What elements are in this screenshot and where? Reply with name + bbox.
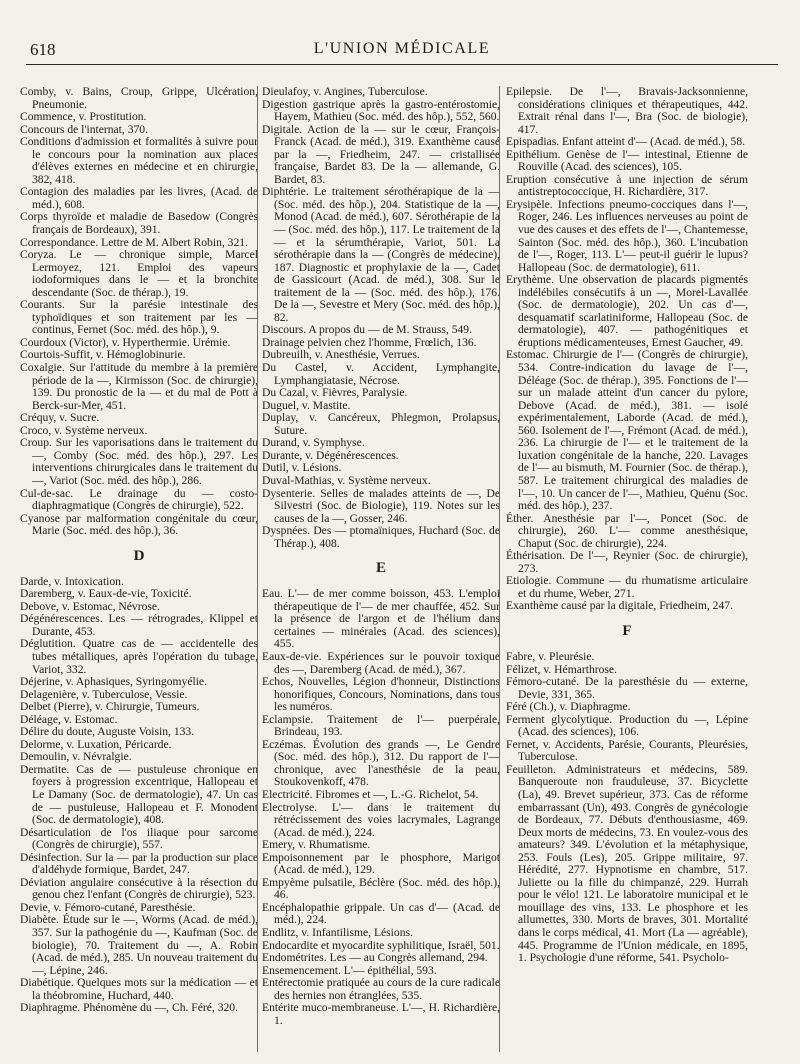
index-entry: Délire du doute, Auguste Voisin, 133. (20, 725, 195, 739)
index-entry: Epispadias. Enfant atteint d'— (Acad. de méd.), 58. (506, 135, 746, 149)
index-entry: Dubreuilh, v. Anesthésie, Verrues. (262, 348, 420, 362)
index-entry: Dermatite. Cas de — pustuleuse chronique en foyers à progression excentrique, Hallopeau et Le Damany (Soc. de dermatologie), 47. Un cas de — pustuleuse, Hallopeau et F. Monodent (Soc. de dermatologie), 408. (20, 762, 258, 827)
index-entry: Duval-Mathias, v. Système nerveux. (262, 473, 431, 487)
index-entry: Eclampsie. Traitement de l'— puerpérale, Brindeau, 193. (262, 712, 500, 739)
index-entry: Delagenière, v. Tuberculose, Vessie. (20, 687, 188, 701)
index-entry: Entérectomie pratiquée au cours de la cure radicale des hernies non étranglées, 535. (262, 976, 500, 1002)
index-entry: Ferment glycolytique. Production du —, Lépine (Acad. des sciences), 106. (506, 712, 748, 739)
index-entry: Courtois-Suffit, v. Hémoglobinurie. (20, 348, 186, 362)
index-entry: Epithélium. Genèse de l'— intestinal, Etienne de Rouville (Acad. des sciences), 105. (506, 147, 748, 174)
index-entry: Daremberg, v. Eaux-de-vie, Toxicité. (20, 587, 192, 601)
index-entry: Duguel, v. Mastite. (262, 398, 351, 412)
index-entry: Empyème pulsatile, Béclère (Soc. méd. des hôp.), 46. (262, 875, 500, 902)
index-entry: Fabre, v. Pleurésie. (506, 649, 595, 663)
index-entry: Cul-de-sac. Le drainage du — costo-diaphragmatique (Congrès de chirurgie), 522. (20, 486, 258, 513)
index-entry: Commence, v. Prostitution. (20, 110, 147, 124)
index-entry: Comby, v. Bains, Croup, Grippe, Ulcération, Pneumonie. (20, 85, 258, 111)
index-entry: Durand, v. Symphyse. (262, 436, 365, 450)
index-entry: Demoulin, v. Névralgie. (20, 750, 132, 764)
index-entry: Electricité. Fibromes et —, L.-G. Richelot, 54. (262, 787, 479, 801)
index-entry: Drainage pelvien chez l'homme, Frœlich, 136. (262, 335, 477, 349)
index-entry: Exanthème causé par la digitale, Friedheim, 247. (506, 599, 733, 613)
index-entry: Emery, v. Rhumatisme. (262, 838, 371, 852)
index-entry: Du Cazal, v. Fièvres, Paralysie. (262, 386, 408, 400)
index-entry: Darde, v. Intoxication. (20, 574, 124, 588)
page-header (26, 38, 778, 65)
index-column-left (20, 86, 258, 1015)
index-entry: Eaux-de-vie. Expériences sur le pouvoir toxique des —, Daremberg (Acad. de méd.), 367. (262, 649, 500, 676)
index-entry: Féré (Ch.), v. Diaphragme. (506, 700, 631, 714)
index-entry: Erythème. Une observation de placards pigmentés indélébiles consécutifs à un —, Morel-Lavallée (Soc. de dermatologie), 202. Un cas d'—, desquamatif scarlatiniforme, Hallopeau (Soc. de dermatologie), 407. — pathogénitiques et éruptions médicamenteuses, Ernest Gaucher, 49. (506, 273, 748, 349)
index-entry: Du Castel, v. Accident, Lymphangite, Lymphangiatasie, Nécrose. (262, 361, 500, 387)
index-entry: Discours. A propos du — de M. Strauss, 549. (262, 323, 472, 337)
index-entry: Courdoux (Victor), v. Hyperthermie. Urémie. (20, 335, 231, 349)
section-letter: D (133, 547, 145, 564)
index-entry: Duplay, v. Cancéreux, Phlegmon, Prolapsus, Suture. (262, 411, 500, 437)
index-entry: Fémoro-cutané. De la paresthésie du — externe, Devie, 331, 365. (506, 675, 748, 701)
index-entry: Diabète. Étude sur le —, Worms (Acad. de méd.), 357. Sur la pathogénie du —, Kaufman (Soc. de biologie), 70. Traitement du —, A. Robin (Acad. de méd.), 285. Un nouveau traitement du —, Lépine, 246. (20, 913, 258, 977)
index-entry: Electrolyse. L'— dans le traitement du rétrécissement des voies lacrymales, Lagrange (Acad. de méd.), 224. (262, 800, 500, 839)
index-entry: Entérite muco-membraneuse. L'—, H. Richardière, 1. (262, 1001, 500, 1027)
index-entry: Concours de l'internat, 370. (20, 122, 148, 136)
index-entry: Eczémas. Évolution des grands —, Le Gendre (Soc. méd. des hôp.), 312. Du rapport de l'— chronique, avec l'anesthésie de la peau, Stoukovenkoff, 478. (262, 737, 500, 789)
index-entry: Diphtérie. Le traitement sérothérapique de la — (Soc. méd. des hôp.), 204. Statistique de la —, Monod (Acad. de méd.), 607. Sérothérapie de la — (Soc. méd. des hôp.), 117. Le traitement de la — et la sérumthérapie, Variot, 501. La sérothérapie dans la — (Congrès de médecine), 187. Diagnostic et prophylaxie de la —, Cadet de Gassicourt (Acad. de méd.), 308. Sur le traitement de la — (Soc. méd. des hôp.), 176. De la —, Sevestre et Mery (Soc. méd. des hôp.), 82. (262, 185, 500, 324)
index-entry: Désinfection. Sur la — par la production sur place d'aldéhyde formique, Bardet, 247. (20, 850, 258, 877)
index-entry: Croup. Sur les vaporisations dans le traitement du —, Comby (Soc. méd. des hôp.), 297. Les interventions chirurgicales dans le traitement du —, Variot (Soc. méd. des hôp.), 286. (20, 436, 258, 487)
section-letter: E (375, 560, 386, 577)
index-entry: Éther. Anesthésie par l'—, Poncet (Soc. de chirurgie), 260. L'— comme anesthésique, Chaput (Soc. de chirurgie), 224. (506, 511, 748, 550)
index-entry: Endométrites. Les — au Congrès allemand, 294. (262, 951, 488, 965)
index-entry: Eruption consécutive à une injection de sérum antistreptococcique, H. Richardière, 317. (506, 172, 748, 199)
page-number: 618 (30, 40, 56, 59)
index-entry: Diabétique. Quelques mots sur la médication — et la théobromine, Huchard, 440. (20, 976, 258, 1002)
index-entry: Devie, v. Fémoro-cutané, Paresthésie. (20, 900, 196, 914)
index-entry: Epilepsie. De l'—, Bravais-Jacksonnienne, considérations cliniques et thérapeutiques, 442. Extrait rénal dans l'—, Bra (Soc. de biologie), 417. (506, 85, 748, 136)
index-entry: Croco, v. Système nerveux. (20, 423, 148, 437)
index-entry: Créquy, v. Sucre. (20, 411, 100, 425)
index-entry: Déviation angulaire consécutive à la résection du genou chez l'enfant (Congrès de chirurgie), 523. (20, 875, 258, 902)
index-entry: Coryza. Le — chronique simple, Marcel Lermoyez, 121. Emploi des vapeurs iodoformiques dans le — et la bronchite descendante (Soc. de thérap.), 19. (20, 248, 258, 299)
index-column-middle (262, 86, 500, 1027)
index-column-right (506, 86, 748, 965)
index-entry: Éthérisation. De l'—, Reynier (Soc. de chirurgie), 273. (506, 549, 748, 575)
index-entry: Etiologie. Commune — du rhumatisme articulaire et du rhume, Weber, 271. (506, 574, 748, 600)
index-entry: Encéphalopathie grippale. Un cas d'— (Acad. de méd.), 224. (262, 900, 500, 927)
index-entry: Delorme, v. Luxation, Péricarde. (20, 737, 172, 751)
index-entry: Digestion gastrique après la gastro-entérostomie, Hayem, Mathieu (Soc. méd. des hôp.), 552, 560. (262, 97, 500, 124)
index-entry: Ensemencement. L'— épithélial, 593. (262, 963, 437, 977)
index-entry: Cyanose par malformation congénitale du cœur, Marie (Soc. méd. des hôp.), 36. (20, 511, 258, 538)
index-entry: Correspondance. Lettre de M. Albert Robin, 321. (20, 235, 248, 249)
index-entry: Contagion des maladies par les livres, (Acad. de méd.), 608. (20, 185, 258, 211)
section-letter: F (622, 622, 632, 639)
index-entry: Déjerine, v. Aphasiques, Syringomyélie. (20, 675, 207, 689)
index-entry: Déléage, v. Estomac. (20, 712, 118, 726)
index-entry: Dysenterie. Selles de malades atteints de —, De Silvestri (Soc. de Biologie), 119. Notes sur les causes de la —, Gosser, 246. (262, 486, 500, 525)
index-entry: Conditions d'admission et formalités à suivre pour le concours pour la nomination aux places d'élèves externes en médecine et en chirurgie, 382, 418. (20, 135, 258, 186)
index-entry: Félizet, v. Hémarthrose. (506, 662, 617, 676)
index-entry: Dégénérescences. Les — rétrogrades, Klippel et Durante, 453. (20, 612, 258, 638)
running-head: L'UNION MÉDICALE (313, 40, 491, 57)
index-entry: Estomac. Chirurgie de l'— (Congrès de chirurgie), 534. Contre-indication du lavage de l'—, Déléage (Soc. de thérap.), 395. Fonctions de l'— sur un malade atteint d'un cancer du pylore, Debove (Acad. de méd.), 381. — isolé expérimentalement, Laborde (Acad. de méd.), 560. Isolement de l'—, Frémont (Acad. de méd.), 236. La chirurgie de l'— et le traitement de la luxation congénitale de la hanche, 220. Lavages de l'— au bismuth, M. Fournier (Soc. de thérap.), 587. Le traitement chirurgical des maladies de l'—, 10. Un cancer de l'—, Mathieu, Quénu (Soc. méd. des hôp.), 237. (506, 348, 748, 513)
column-divider (499, 86, 500, 1052)
index-entry: Coxalgie. Sur l'attitude du membre à la première période de la —, Kirmisson (Soc. de chirurgie), 139. Du pronostic de la — et du mal de Pott à Berck-sur-Mer, 451. (20, 361, 258, 412)
index-entry: Endlitz, v. Infantilisme, Lésions. (262, 926, 413, 939)
index-entry: Eau. L'— de mer comme boisson, 453. L'emploi thérapeutique de l'— de mer chauffée, 452. Sur la présence de l'argon et de l'hélium dans certaines — minérales (Acad. des sciences), 455. (262, 587, 500, 651)
index-entry: Corps thyroïde et maladie de Basedow (Congrès français de Bordeaux), 391. (20, 210, 258, 237)
index-entry: Dutil, v. Lésions. (262, 461, 342, 475)
index-entry: Feuilleton. Administrateurs et médecins, 589. Banqueroute non frauduleuse, 37. Bicyclette (La), 49. Brevet supérieur, 373. Cas de réforme embarrassant (Un), 493. Congrès de gynécologie de Bordeaux, 77. Débuts d'enthousiasme, 469. Deux morts de médecins, 73. En voulez-vous des amateurs? 349. L'évolution et la métaphysique, 253. Fouls (Les), 205. Grippe militaire, 97. Hérédité, 277. Hypnotisme en chambre, 517. Juliette ou la fille du chimpanzé, 229. Hurrah pour le vélo! 121. Le laboratoire municipal et le mouillage des vins, 133. Le phosphore et les allumettes, 330. Morts de braves, 301. Mortalité dans le corps médical, 41. Mort (La — agréable), 445. Programme de l'Union médicale, en 1895, 1. Psychologie d'une réforme, 541. Psycholo- (506, 762, 748, 965)
index-entry: Endocardite et myocardite syphilitique, Israël, 501. (262, 938, 500, 952)
index-entry: Erysipèle. Infections pneumo-cocciques dans l'—, Roger, 246. Les influences nerveuses au point de vue des causes et des effets de l'—, Chantemesse, Sainton (Soc. méd. des hôp.), 360. L'incubation de l'—, Roger, 113. L'— peut-il guérir le lupus? Hallopeau (Soc. de dermatologie), 611. (506, 197, 748, 274)
index-entry: Durante, v. Dégénérescences. (262, 448, 399, 462)
index-entry: Delbet (Pierre), v. Chirurgie, Tumeurs. (20, 700, 200, 714)
column-divider (257, 86, 258, 1052)
index-entry: Debove, v. Estomac, Névrose. (20, 599, 160, 613)
index-entry: Dyspnées. Des — ptomaïniques, Huchard (Soc. de Thérap.), 408. (262, 524, 500, 550)
index-entry: Courants. Sur la parésie intestinale des typhoïdiques et son traitement par les — continus, Fernet (Soc. méd. des hôp.), 9. (20, 298, 258, 337)
index-entry: Désarticulation de l'os iliaque pour sarcome (Congrès de chirurgie), 557. (20, 825, 258, 852)
index-entry: Diaphragme. Phénomène du —, Ch. Féré, 320. (20, 1001, 238, 1015)
index-entry: Echos, Nouvelles, Légion d'honneur, Distinctions honorifiques, Concours, Nominations, dans tous les numéros. (262, 675, 500, 714)
index-entry: Fernet, v. Accidents, Parésie, Courants, Pleurésies, Tuberculose. (506, 737, 748, 764)
index-entry: Déglutition. Quatre cas de — accidentelle des tubes métalliques, après l'opération du tubage, Variot, 332. (20, 637, 258, 676)
index-entry: Dieulafoy, v. Angines, Tuberculose. (262, 85, 428, 98)
index-entry: Digitale. Action de la — sur le cœur, François-Franck (Acad. de méd.), 319. Exanthème causé par la —, Friedheim, 247. — cristallisée française, Bardet 83. De la — allemande, G. Bardet, 83. (262, 122, 500, 186)
index-entry: Empoisonnement par le phosphore, Marigot (Acad. de méd.), 129. (262, 850, 500, 877)
